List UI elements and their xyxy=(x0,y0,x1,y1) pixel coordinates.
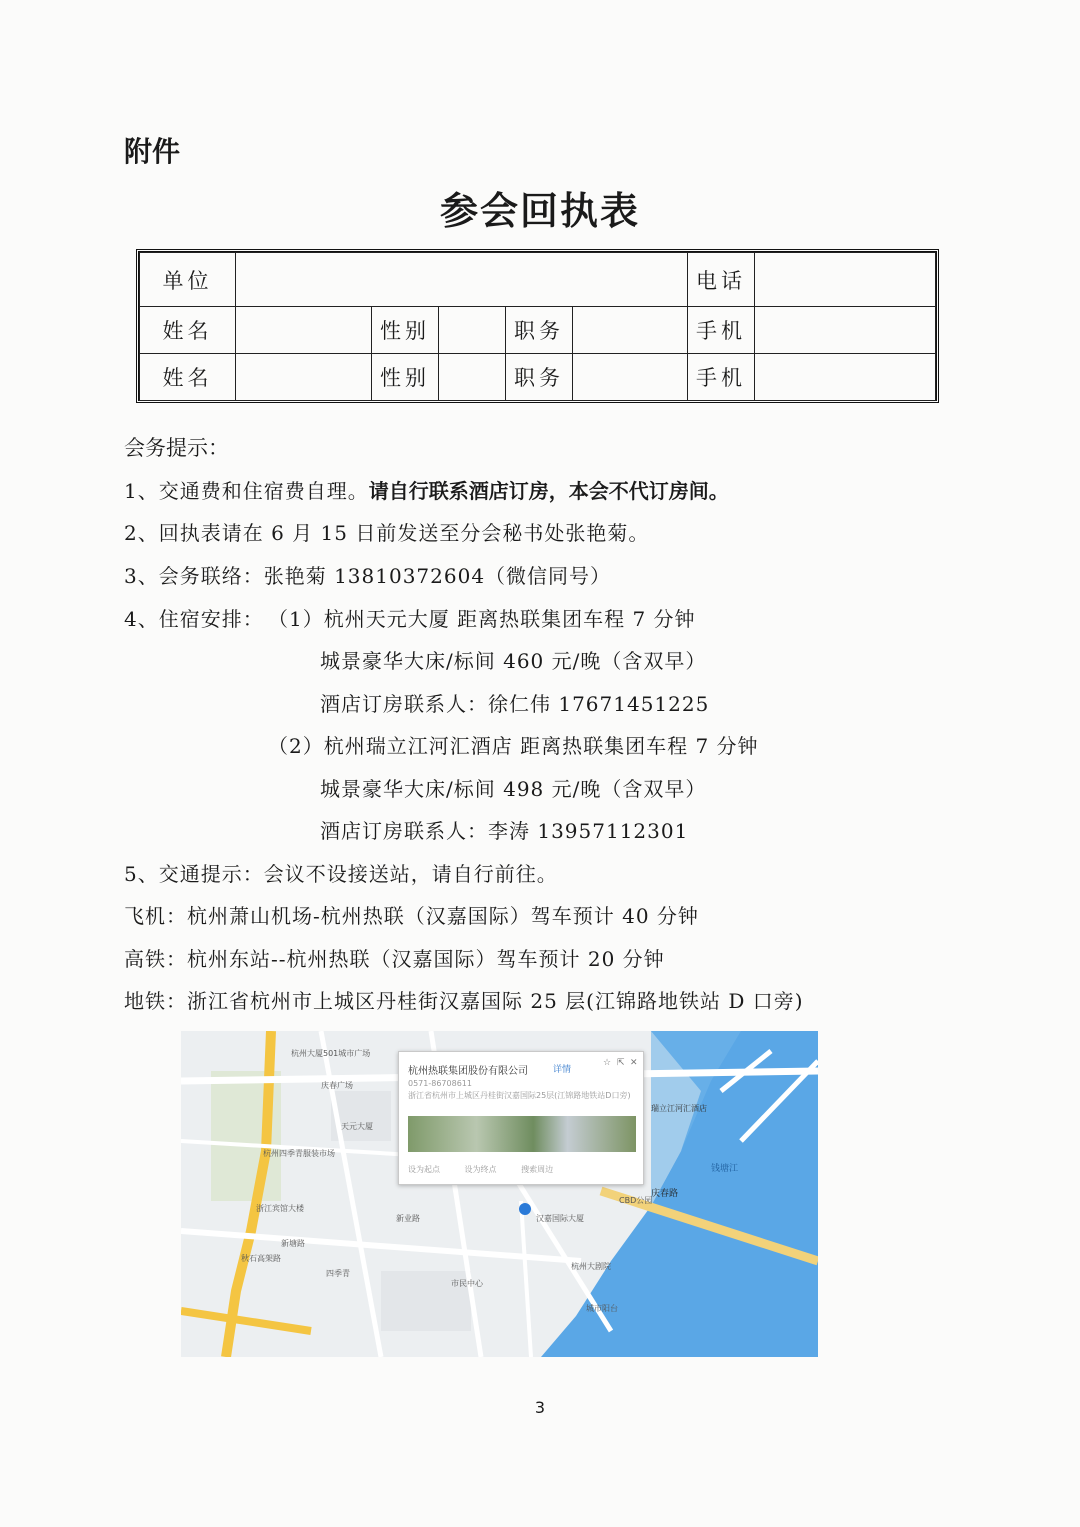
map-label-qingchun-square: 庆春广场 xyxy=(321,1081,353,1090)
note-item-4-prefix: 4、住宿安排： xyxy=(124,607,264,631)
unit-field[interactable] xyxy=(236,253,688,307)
close-icon[interactable]: ✕ xyxy=(630,1058,638,1068)
map-info-popup xyxy=(398,1051,644,1185)
gender-field[interactable] xyxy=(439,354,506,401)
map-label-sijiqing: 杭州四季青服装市场 xyxy=(263,1149,335,1158)
name-field[interactable] xyxy=(236,307,372,354)
map-label-grand-theatre: 杭州大剧院 xyxy=(571,1262,611,1271)
hotel-1-name: （1）杭州天元大厦 距离热联集团车程 7 分钟 xyxy=(268,607,696,631)
note-item-3: 3、会务联络：张艳菊 13810372604（微信同号） xyxy=(124,564,612,588)
position-label: 职务 xyxy=(506,354,573,400)
map-label-qiushi: 秋石高架路 xyxy=(241,1254,281,1263)
map-label-cbd-park: CBD公园 xyxy=(619,1196,653,1205)
phone-field[interactable] xyxy=(755,253,936,307)
mobile-field[interactable] xyxy=(755,307,936,354)
search-nearby-button[interactable]: 搜索周边 xyxy=(521,1165,554,1174)
name-label: 姓名 xyxy=(140,354,236,401)
popup-phone: 0571-86708611 xyxy=(408,1079,472,1088)
page-number: 3 xyxy=(534,1398,546,1417)
mobile-field[interactable] xyxy=(755,354,936,401)
map-label-zhejiang-hotel: 浙江宾馆大楼 xyxy=(256,1204,304,1213)
note-item-2: 2、回执表请在 6 月 15 日前发送至分会秘书处张艳菊。 xyxy=(124,521,650,545)
page-title: 参会回执表 xyxy=(439,189,640,233)
unit-label: 单位 xyxy=(140,253,236,307)
map-label-sijiqing-area: 四季青 xyxy=(326,1269,350,1278)
person-row xyxy=(140,354,936,401)
transport-plane: 飞机：杭州萧山机场-杭州热联（汉嘉国际）驾车预计 40 分钟 xyxy=(124,904,699,928)
popup-photo-strip[interactable] xyxy=(408,1116,636,1152)
hotel-1-room: 城景豪华大床/标间 460 元/晚（含双早） xyxy=(320,649,707,673)
note-item-1-text: 1、交通费和住宿费自理。 xyxy=(124,479,369,503)
note-item-1 xyxy=(124,475,729,504)
location-pin-icon[interactable] xyxy=(519,1203,531,1215)
popup-detail-link[interactable]: 详情 xyxy=(553,1065,572,1075)
map-label-xinye-road: 新业路 xyxy=(396,1214,420,1223)
attachment-label: 附件 xyxy=(124,135,181,168)
hotel-1-contact: 酒店订房联系人：徐仁伟 17671451225 xyxy=(320,692,710,716)
map-label-civic-center: 市民中心 xyxy=(451,1279,483,1288)
gender-label: 性别 xyxy=(372,354,439,401)
gender-label: 性别 xyxy=(372,307,439,354)
hotel-2-name: （2）杭州瑞立江河汇酒店 距离热联集团车程 7 分钟 xyxy=(268,734,759,758)
hotel-2-room: 城景豪华大床/标间 498 元/晚（含双早） xyxy=(320,777,707,801)
name-field[interactable] xyxy=(236,354,372,401)
gender-field[interactable] xyxy=(439,307,506,354)
map-label-citizen: 城市阳台 xyxy=(586,1304,618,1313)
position-field[interactable] xyxy=(573,354,688,400)
name-label: 姓名 xyxy=(140,307,236,354)
star-icon[interactable]: ☆ xyxy=(603,1058,612,1068)
popup-company-name: 杭州热联集团股份有限公司 xyxy=(408,1066,528,1077)
note-item-1-emphasis: 请自行联系酒店订房，本会不代订房间。 xyxy=(368,479,729,503)
map-label-east: 杭州大厦501城市广场 xyxy=(291,1049,371,1058)
popup-address: 浙江省杭州市上城区丹桂街汉嘉国际25层(江锦路地铁站D口旁) xyxy=(408,1091,631,1100)
popup-actions xyxy=(408,1164,575,1175)
map-label-hanjia: 汉嘉国际大厦 xyxy=(536,1214,584,1223)
transport-metro: 地铁：浙江省杭州市上城区丹桂街汉嘉国际 25 层(江锦路地铁站 D 口旁) xyxy=(124,989,804,1013)
position-label: 职务 xyxy=(506,307,573,353)
person-row xyxy=(140,307,936,354)
note-item-5: 5、交通提示：会议不设接送站，请自行前往。 xyxy=(124,862,558,886)
transport-rail: 高铁：杭州东站--杭州热联（汉嘉国际）驾车预计 20 分钟 xyxy=(124,947,665,971)
phone-label: 电话 xyxy=(688,253,755,307)
set-end-button[interactable]: 设为终点 xyxy=(464,1165,497,1174)
mobile-label: 手机 xyxy=(688,354,755,401)
registration-form-table xyxy=(136,249,939,403)
mobile-label: 手机 xyxy=(688,307,755,354)
map-label-tianyuan: 天元大厦 xyxy=(341,1122,373,1131)
map-label-ruili: 瑞立江河汇酒店 xyxy=(651,1104,707,1113)
map-label-xinjiang: 新塘路 xyxy=(281,1239,305,1248)
share-icon[interactable]: ⇱ xyxy=(617,1058,625,1068)
hotel-2-contact: 酒店订房联系人：李涛 13957112301 xyxy=(320,819,689,843)
set-start-button[interactable]: 设为起点 xyxy=(408,1165,440,1174)
notes-heading: 会务提示： xyxy=(124,436,229,460)
map-label-qingchun-road: 庆春路 xyxy=(651,1189,679,1199)
map-label-river: 钱塘江 xyxy=(711,1164,739,1174)
position-field[interactable] xyxy=(573,307,688,353)
